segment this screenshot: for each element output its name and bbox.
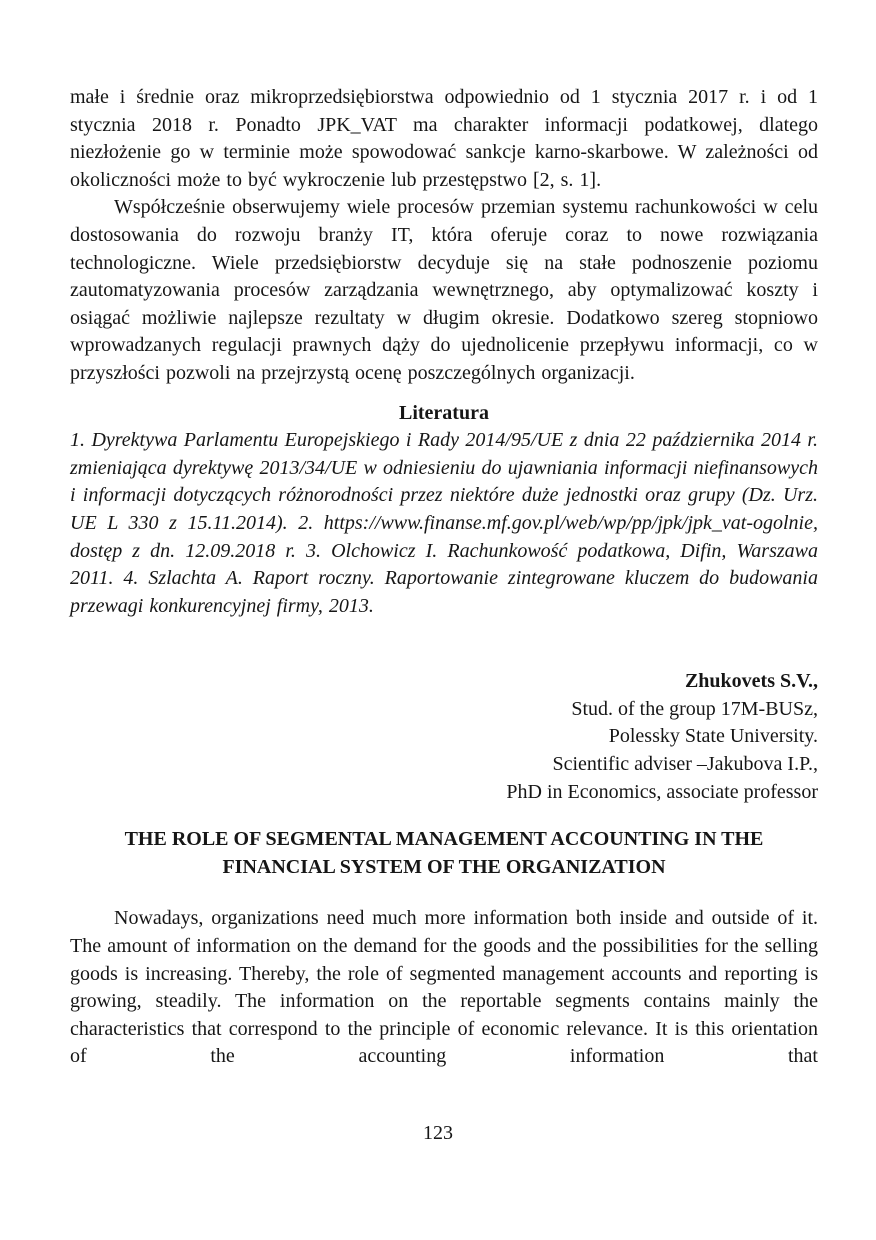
- author-line-degree: PhD in Economics, associate professor: [506, 780, 818, 803]
- article-title: THE ROLE OF SEGMENTAL MANAGEMENT ACCOUNTING IN THE FINANCIAL SYSTEM OF THE ORGANIZATION: [124, 828, 764, 878]
- paragraph-jpk-vat-continuation: małe i średnie oraz mikroprzedsiębiorstwa odpowiednio od 1 stycznia 2017 r. i od 1 stycznia 2018 r. Ponadto JPK_VAT ma charakter informacji podatkowej, dlatego niezłożenie go w terminie może spowodować sankcje karno-skarbowe. W zależności od okoliczności może to być wykroczenie lub przestępstwo [2, s. 1].: [70, 86, 818, 191]
- references-heading: Literatura: [399, 401, 489, 424]
- author-line-university: Polessky State University.: [608, 725, 818, 748]
- author-line-adviser: Scientific adviser –Jakubova I.P.,: [552, 753, 818, 776]
- paragraph-accounting-processes: Współcześnie obserwujemy wiele procesów przemian systemu rachunkowości w celu dostosowania do rozwoju branży IT, która oferuje coraz to nowe rozwiązania technologiczne. Wiele przedsiębiorstw decyduje się na stałe podnoszenie poziomu zautomatyzowania procesów zarządzania wewnętrznego, aby optymalizować koszty i osiągać możliwie najlepsze rezultaty w długim okresie. Dodatkowo szereg stopniowo wprowadzanych regulacji prawnych dąży do ujednolicenie przepływu informacji, co w przyszłości pozwoli na przejrzystą ocenę poszczególnych organizacji.: [70, 196, 818, 384]
- paragraph-nowadays: Nowadays, organizations need much more information both inside and outside of it. The amount of information on the demand for the goods and the possibilities for the selling goods is increasing. Thereby, the role of segmented management accounts and reporting is growing, steadily. The information on the reportable segments contains mainly the characteristics that correspond to the principle of economic relevance. It is this orientation of the accounting information that: [70, 907, 818, 1068]
- references-list: 1. Dyrektywa Parlamentu Europejskiego i Rady 2014/95/UE z dnia 22 października 2014 r. zmieniająca dyrektywę 2013/34/UE w odniesieniu do ujawniania informacji niefinansowych i informacji dotyczących różnorodności przez niektóre duże jednostki oraz grupy (Dz. Urz. UE L 330 z 15.11.2014). 2. https://www.finanse.mf.gov.pl/web/wp/pp/jpk/jpk_vat-ogolnie, dostęp z dn. 12.09.2018 r. 3. Olchowicz I. Rachunkowość podatkowa, Difin, Warszawa 2011. 4. Szlachta A. Raport roczny. Raportowanie zintegrowane kluczem do budowania przewagi konkurencyjnej firmy, 2013.: [70, 429, 818, 617]
- author-name: Zhukovets S.V.,: [684, 670, 818, 693]
- author-block: [70, 668, 818, 806]
- author-line-group: Stud. of the group 17M-BUSz,: [571, 697, 818, 720]
- page-content: [70, 84, 818, 1071]
- page-number: 123: [423, 1122, 453, 1144]
